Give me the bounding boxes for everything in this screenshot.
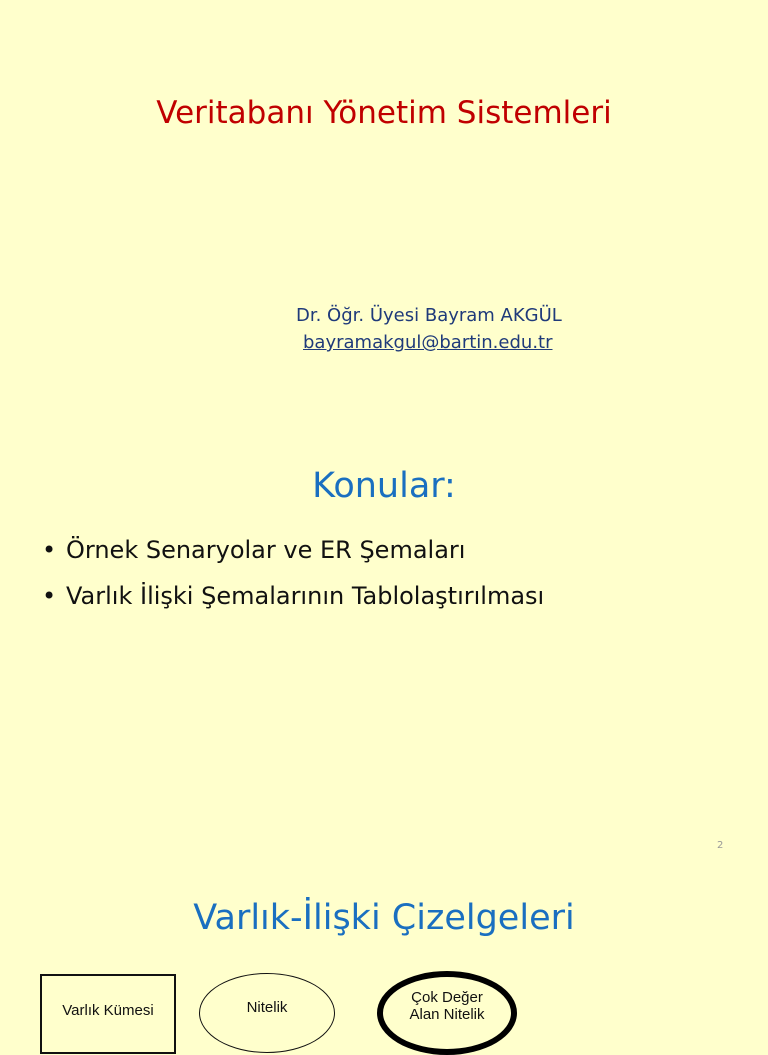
list-item — [42, 536, 544, 565]
title-slide — [0, 0, 768, 430]
attribute-shape — [199, 973, 335, 1053]
er-heading: Varlık-İlişki Çizelgeleri — [193, 898, 575, 938]
author-email-link[interactable]: bayramakgul@bartin.edu.tr — [303, 332, 553, 353]
multivalued-label-line2: Alan Nitelik — [409, 1006, 485, 1023]
er-notation-slide — [0, 860, 768, 1024]
bullet-icon: • — [42, 582, 57, 610]
multivalued-attribute-shape — [377, 971, 517, 1055]
page-number: 2 — [717, 840, 724, 851]
list-item-text: Örnek Senaryolar ve ER Şemaları — [66, 536, 466, 564]
multivalued-label-line1: Çok Değer — [411, 989, 483, 1006]
topics-slide — [0, 430, 768, 860]
attribute-label: Nitelik — [246, 999, 288, 1016]
entity-set-label: Varlık Kümesi — [62, 1002, 154, 1019]
entity-set-shape — [40, 974, 176, 1054]
topics-list — [42, 536, 544, 628]
topics-heading: Konular: — [312, 466, 456, 506]
presentation-title: Veritabanı Yönetim Sistemleri — [156, 95, 612, 131]
list-item-text: Varlık İlişki Şemalarının Tablolaştırılması — [66, 582, 545, 610]
author-name: Dr. Öğr. Üyesi Bayram AKGÜL — [296, 305, 562, 326]
list-item — [42, 582, 544, 611]
bullet-icon: • — [42, 536, 57, 564]
